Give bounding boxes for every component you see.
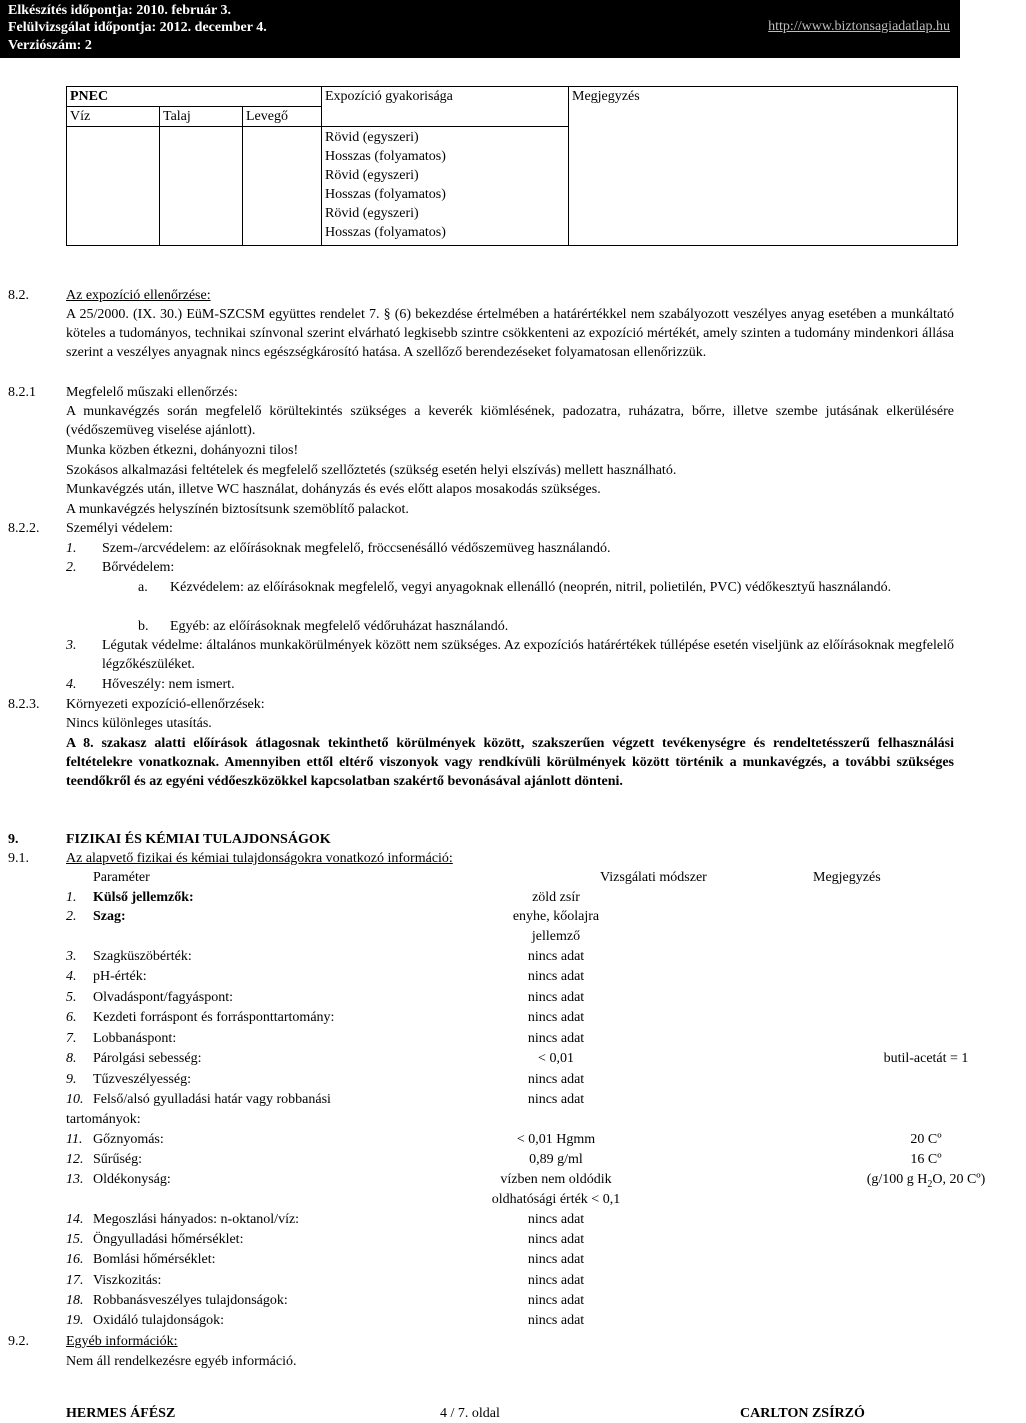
property-row — [66, 1130, 956, 1150]
property-value: nincs adat — [527, 1232, 585, 1247]
section-9-2-number: 9.2. — [8, 1334, 29, 1349]
hand-protection-item: Kézvédelem: az előírásoknak megfelelő, vegyi anyagoknak ellenálló (neoprén, nitril, polietilén, PVC) védőkesztyű használandó. — [170, 580, 892, 595]
section-8-2-3-number: 8.2.3. — [8, 697, 40, 712]
property-value: nincs adat — [527, 1010, 585, 1025]
pnec-table — [66, 86, 958, 246]
section-8-2-1-para-1: A munkavégzés során megfelelő körültekintés szükséges a keverék kiömlésének, padozatra, ruházatra, bőrre, illetve szembe jutásának elkerülésére (védőszemüveg viselése ajánlott). — [66, 404, 954, 438]
water-cell — [67, 127, 160, 246]
property-number: 5. — [66, 990, 77, 1005]
section-9-title: FIZIKAI ÉS KÉMIAI TULAJDONSÁGOK — [66, 832, 331, 847]
list-letter: a. — [138, 580, 148, 595]
exposure-value: Hosszas (folyamatos) — [325, 225, 446, 240]
property-row — [66, 1070, 956, 1090]
property-value: nincs adat — [527, 1072, 585, 1087]
property-value-continued: jellemző — [531, 929, 581, 944]
property-name: pH-érték: — [93, 969, 147, 984]
exposure-value: Rövid (egyszeri) — [325, 130, 419, 145]
column-header-note: Megjegyzés — [813, 870, 881, 885]
property-number: 19. — [66, 1313, 84, 1328]
exposure-value: Rövid (egyszeri) — [325, 168, 419, 183]
section-8-2-3-title: Környezeti expozíció-ellenőrzések: — [66, 697, 265, 712]
respiratory-protection-item: Légutak védelme: általános munkakörülmények között nem szükséges. Az expozíciós határértékek túllépése esetén viseljünk az előírásoknak megfelelő légzőkészüléket. — [102, 638, 954, 672]
property-value: enyhe, kőolajra — [512, 909, 600, 924]
property-number: 13. — [66, 1172, 84, 1187]
property-value: < 0,01 — [538, 1051, 574, 1066]
note-subscript: 2 — [927, 1178, 933, 1190]
property-number: 6. — [66, 1010, 77, 1025]
property-row — [66, 888, 956, 908]
property-number: 2. — [66, 909, 77, 924]
property-value: nincs adat — [527, 1212, 585, 1227]
property-row — [66, 1311, 956, 1331]
property-number: 18. — [66, 1293, 84, 1308]
section-8-2-1-para-4: Munkavégzés után, illetve WC használat, dohányzás és evés előtt alapos mosakodás szükséges. — [66, 482, 601, 497]
property-name: Oxidáló tulajdonságok: — [93, 1313, 225, 1328]
property-value-continued: oldhatósági érték < 0,1 — [491, 1192, 621, 1207]
section-9-2-text: Nem áll rendelkezésre egyéb információ. — [66, 1354, 297, 1369]
section-8-2-2-title: Személyi védelem: — [66, 521, 173, 536]
version-number: Verziószám: 2 — [8, 38, 92, 53]
section-9-1-title: Az alapvető fizikai és kémiai tulajdonságokra vonatkozó információ: — [66, 851, 453, 866]
property-name-continued: tartományok: — [66, 1112, 141, 1127]
list-number: 1. — [66, 541, 77, 556]
property-value: nincs adat — [527, 1252, 585, 1267]
section-9-2-title: Egyéb információk: — [66, 1334, 178, 1349]
property-row — [66, 947, 956, 967]
section-8-2-1-title: Megfelelő műszaki ellenőrzés: — [66, 385, 238, 400]
property-row — [66, 1291, 956, 1311]
property-value: nincs adat — [527, 1092, 585, 1107]
skin-protection-item: Bőrvédelem: — [102, 560, 175, 575]
property-number: 3. — [66, 949, 77, 964]
exposure-value: Hosszas (folyamatos) — [325, 149, 446, 164]
list-number: 3. — [66, 638, 77, 653]
exposure-value: Rövid (egyszeri) — [325, 206, 419, 221]
air-header: Levegő — [243, 107, 322, 127]
other-protection-item: Egyéb: az előírásoknak megfelelő védőruházat használandó. — [170, 619, 509, 634]
property-number: 14. — [66, 1212, 84, 1227]
property-name: Kezdeti forráspont és forrásponttartomány: — [93, 1010, 335, 1025]
section-8-2-1-number: 8.2.1 — [8, 385, 36, 400]
property-name: Megoszlási hányados: n-oktanol/víz: — [93, 1212, 300, 1227]
property-name: Felső/alsó gyulladási határ vagy robbanási — [93, 1092, 331, 1107]
section-8-2-2-number: 8.2.2. — [8, 521, 40, 536]
property-row — [66, 1029, 956, 1049]
property-value: nincs adat — [527, 969, 585, 984]
pnec-header: PNEC — [67, 87, 322, 107]
property-row — [66, 907, 956, 944]
property-name: Oldékonyság: — [93, 1172, 171, 1187]
property-number: 1. — [66, 890, 77, 905]
water-header: Víz — [67, 107, 160, 127]
note-part: (g/100 g H — [866, 1172, 928, 1187]
property-number: 17. — [66, 1273, 84, 1288]
section-8-2-1-para-3: Szokásos alkalmazási feltételek és megfelelő szellőztetés (szükség esetén helyi elszívás) mellett használható. — [66, 463, 677, 478]
property-name: Bomlási hőmérséklet: — [93, 1252, 216, 1267]
list-number: 2. — [66, 560, 77, 575]
property-name: Öngyulladási hőmérséklet: — [93, 1232, 244, 1247]
property-name: Sűrűség: — [93, 1152, 142, 1167]
website-link[interactable]: http://www.biztonsagiadatlap.hu — [768, 19, 950, 34]
property-number: 16. — [66, 1252, 84, 1267]
property-row — [66, 1090, 956, 1127]
property-row — [66, 1008, 956, 1028]
section-8-2-1-para-5: A munkavégzés helyszínén biztosítsunk szemöblítő palackot. — [66, 502, 409, 517]
property-row — [66, 1271, 956, 1291]
property-row — [66, 1049, 969, 1069]
section-8-2-text: A 25/2000. (IX. 30.) EüM-SZCSM együttes rendelet 7. § (6) bekezdése értelmében a határértékkel nem szabályozott veszélyes anyag esetében a munkáltató köteles a tudományos, technikai színvonal szerint elvárható legkisebb szintre csökkenteni az expozíció mértékét, amely szinten a tudomány mindenkori állása szerint a veszélyes anyagnak nincs egészségkárosító hatása. A szellőző berendezéseket folyamatosan ellenőrizzük. — [66, 307, 954, 360]
property-number: 12. — [66, 1152, 84, 1167]
property-value: nincs adat — [527, 949, 585, 964]
footer-company: HERMES ÁFÉSZ — [66, 1406, 176, 1421]
property-number: 11. — [66, 1132, 83, 1147]
property-value: nincs adat — [527, 1273, 585, 1288]
soil-header: Talaj — [160, 107, 243, 127]
property-value: 0,89 g/ml — [529, 1152, 583, 1167]
footer-page-number: 4 / 7. oldal — [440, 1406, 500, 1421]
property-note — [826, 1170, 1026, 1194]
created-date: Elkészítés időpontja: 2010. február 3. — [8, 3, 231, 18]
property-note: 16 Cº — [910, 1152, 942, 1167]
property-value: zöld zsír — [532, 890, 580, 905]
column-header-parameter: Paraméter — [93, 870, 150, 885]
property-name: Külső jellemzők: — [93, 890, 194, 905]
section-9-1-number: 9.1. — [8, 851, 29, 866]
property-value: < 0,01 Hgmm — [516, 1132, 596, 1147]
thermal-hazard-item: Hőveszély: nem ismert. — [102, 677, 235, 692]
property-name: Viszkozitás: — [93, 1273, 162, 1288]
property-value: vízben nem oldódik — [500, 1172, 612, 1187]
property-name: Lobbanáspont: — [93, 1031, 177, 1046]
section-8-2-1-para-2: Munka közben étkezni, dohányozni tilos! — [66, 443, 299, 458]
eye-protection-item: Szem-/arcvédelem: az előírásoknak megfelelő, fröccsenésálló védőszemüveg használandó. — [102, 541, 611, 556]
section-8-2-3-bold-note: A 8. szakasz alatti előírások átlagosnak tekinthető körülmények között, szakszerűen végzett tevékenységre és rendeltetésszerű felhasználási feltételekre vonatkoznak. Amennyiben ettől eltérő viszonyok vagy rendkívüli körülmények között történik a munkavégzés, a további szükséges teendőkről és az egyéni védőeszközökkel kapcsolatban szakértő bevonásával ajánlott dönteni. — [66, 736, 954, 789]
property-value: nincs adat — [527, 1293, 585, 1308]
section-8-2-number: 8.2. — [8, 288, 29, 303]
exposure-value: Hosszas (folyamatos) — [325, 187, 446, 202]
property-number: 4. — [66, 969, 77, 984]
exposure-cell — [322, 127, 569, 246]
property-number: 9. — [66, 1072, 77, 1087]
property-name: Olvadáspont/fagyáspont: — [93, 990, 233, 1005]
property-number: 7. — [66, 1031, 77, 1046]
property-name: Szagküszöbérték: — [93, 949, 192, 964]
property-value: nincs adat — [527, 1313, 585, 1328]
footer-product: CARLTON ZSÍRZÓ — [740, 1406, 865, 1421]
property-number: 15. — [66, 1232, 84, 1247]
section-8-2-3-para-1: Nincs különleges utasítás. — [66, 716, 212, 731]
property-note: butil-acetát = 1 — [883, 1051, 969, 1066]
column-header-method: Vizsgálati módszer — [600, 870, 707, 885]
air-cell — [243, 127, 322, 246]
section-9-number: 9. — [8, 832, 19, 847]
soil-cell — [160, 127, 243, 246]
revised-date: Felülvizsgálat időpontja: 2012. december 4. — [8, 20, 267, 35]
property-number: 10. — [66, 1092, 84, 1107]
property-name: Gőznyomás: — [93, 1132, 164, 1147]
property-value: nincs adat — [527, 990, 585, 1005]
section-8-2-title: Az expozíció ellenőrzése: — [66, 288, 211, 303]
list-number: 4. — [66, 677, 77, 692]
list-letter: b. — [138, 619, 149, 634]
note-part: O, 20 Cº) — [932, 1172, 986, 1187]
property-number: 8. — [66, 1051, 77, 1066]
property-name: Párolgási sebesség: — [93, 1051, 202, 1066]
property-name: Szag: — [93, 909, 126, 924]
note-header: Megjegyzés — [569, 87, 958, 246]
property-row — [66, 1210, 956, 1230]
property-name: Tűzveszélyesség: — [93, 1072, 191, 1087]
property-row — [66, 1170, 986, 1207]
property-row — [66, 1230, 956, 1250]
property-row — [66, 1250, 956, 1270]
exposure-header: Expozíció gyakorisága — [322, 87, 569, 127]
property-note: 20 Cº — [910, 1132, 942, 1147]
document-header — [0, 0, 960, 58]
property-row — [66, 1150, 956, 1170]
property-value: nincs adat — [527, 1031, 585, 1046]
property-row — [66, 988, 956, 1008]
property-row — [66, 967, 956, 987]
property-name: Robbanásveszélyes tulajdonságok: — [93, 1293, 288, 1308]
